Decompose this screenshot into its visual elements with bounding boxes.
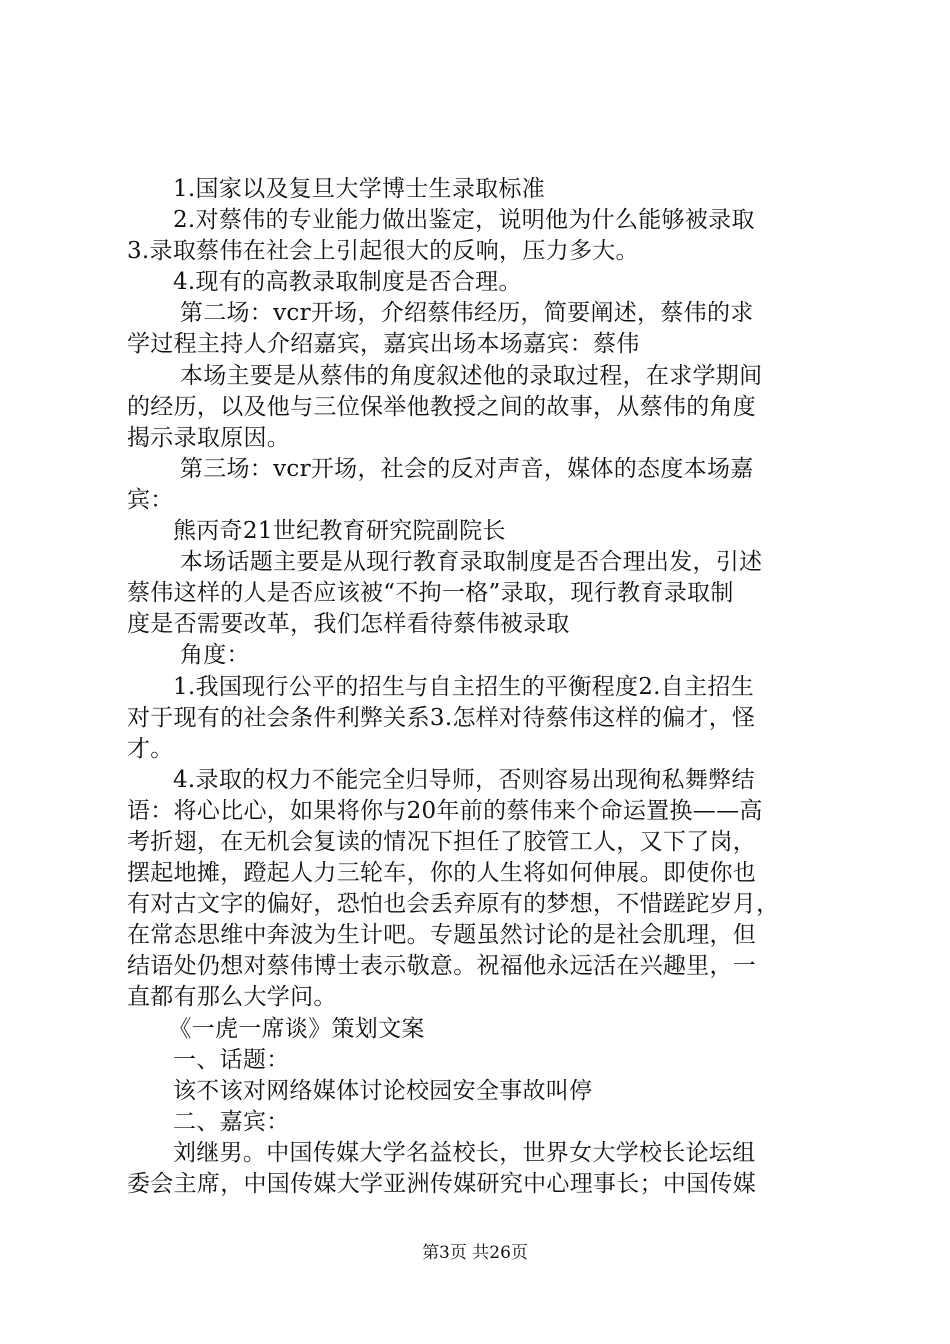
text-line: 摆起地摊，蹬起人力三轮车，你的人生将如何伸展。即使你也 bbox=[127, 860, 757, 887]
text-line: 第二场：vcr开场，介绍蔡伟经历，简要阐述，蔡伟的求 bbox=[179, 300, 754, 327]
text-line: 二、嘉宾： bbox=[173, 1108, 290, 1135]
text-line: 角度： bbox=[179, 642, 250, 669]
text-line: 1.国家以及复旦大学博士生录取标准 bbox=[173, 176, 546, 202]
text-line: 蔡伟这样的人是否应该被“不拘一格”录取，现行教育录取制 bbox=[127, 580, 734, 607]
page-footer: 第3页 共26页 bbox=[422, 1243, 528, 1263]
text-line: 才。 bbox=[127, 735, 174, 762]
text-line: 1.我国现行公平的招生与自主招生的平衡程度2.自主招生 bbox=[173, 673, 754, 700]
text-line: 宾： bbox=[127, 486, 174, 513]
text-line: 结语处仍想对蔡伟博士表示敬意。祝福他永远活在兴趣里，一 bbox=[127, 953, 757, 980]
text-line: 4.录取的权力不能完全归导师，否则容易出现徇私舞弊结 bbox=[173, 766, 755, 793]
text-line: 《一虎一席谈》策划文案 bbox=[168, 1015, 425, 1042]
text-line: 的经历，以及他与三位保举他教授之间的故事，从蔡伟的角度 bbox=[127, 393, 757, 420]
text-line: 本场主要是从蔡伟的角度叙述他的录取过程，在求学期间 bbox=[179, 362, 763, 389]
document-body bbox=[127, 174, 832, 1200]
text-line: 熊丙奇21世纪教育研究院副院长 bbox=[173, 518, 506, 545]
text-line: 语：将心比心，如果将你与20年前的蔡伟来个命运置换——高 bbox=[127, 797, 763, 824]
text-line: 委会主席，中国传媒大学亚洲传媒研究中心理事长；中国传媒 bbox=[127, 1171, 757, 1197]
text-line: 第三场：vcr开场，社会的反对声音，媒体的态度本场嘉 bbox=[179, 455, 754, 482]
text-line: 3.录取蔡伟在社会上引起很大的反响，压力多大。 bbox=[127, 238, 639, 265]
text-line: 2.对蔡伟的专业能力做出鉴定，说明他为什么能够被录取 bbox=[173, 207, 755, 234]
text-line: 本场话题主要是从现行教育录取制度是否合理出发，引述 bbox=[179, 549, 763, 576]
text-line: 有对古文字的偏好，恐怕也会丢弃原有的梦想，不惜蹉跎岁月， bbox=[127, 891, 780, 918]
text-line: 直都有那么大学问。 bbox=[127, 984, 337, 1011]
text-line: 学过程主持人介绍嘉宾，嘉宾出场本场嘉宾：蔡伟 bbox=[127, 331, 640, 358]
text-line: 一、话题： bbox=[173, 1046, 290, 1073]
text-line: 揭示录取原因。 bbox=[127, 424, 291, 451]
text-line: 4.现有的高教录取制度是否合理。 bbox=[173, 269, 522, 296]
text-line: 度是否需要改革，我们怎样看待蔡伟被录取 bbox=[127, 611, 570, 638]
text-line: 对于现有的社会条件利弊关系3.怎样对待蔡伟这样的偏才，怪 bbox=[127, 704, 756, 731]
text-line: 该不该对网络媒体讨论校园安全事故叫停 bbox=[173, 1077, 593, 1104]
text-line: 在常态思维中奔波为生计吧。专题虽然讨论的是社会肌理，但 bbox=[127, 922, 757, 949]
text-line: 刘继男。中国传媒大学名益校长，世界女大学校长论坛组 bbox=[173, 1139, 756, 1166]
text-line: 考折翅，在无机会复读的情况下担任了胶管工人，又下了岗， bbox=[127, 828, 757, 855]
